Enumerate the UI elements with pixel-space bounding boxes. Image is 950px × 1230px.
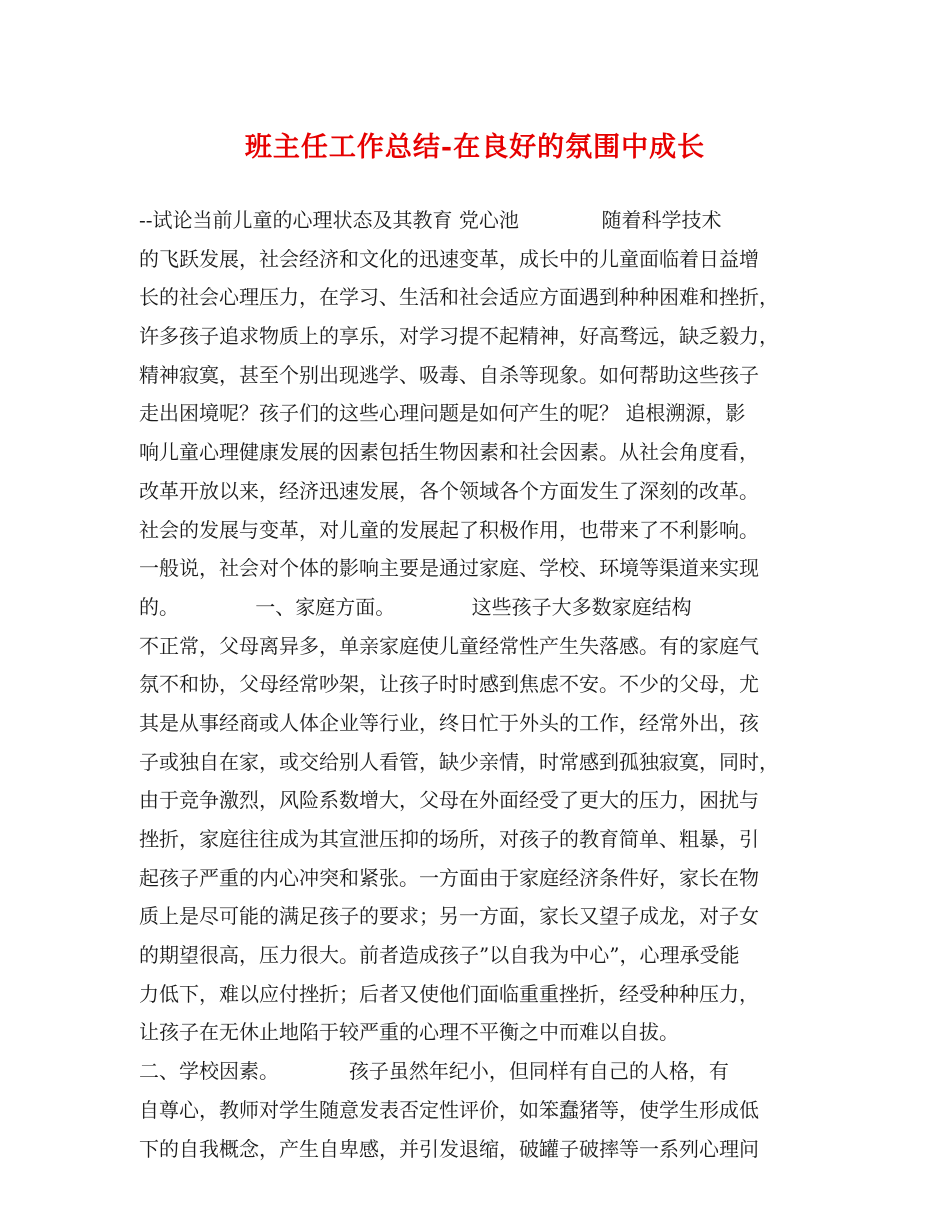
body-line: 不正常，父母离异多，单亲家庭使儿童经常性产生失落感。有的家庭气	[139, 633, 759, 658]
body-line: 社会的发展与变革，对儿童的发展起了积极作用，也带来了不利影响。	[139, 517, 759, 542]
body-line: 响儿童心理健康发展的因素包括生物因素和社会因素。从社会角度看，	[139, 440, 759, 465]
body-line: 许多孩子追求物质上的享乐，对学习提不起精神，好高骛远，缺乏毅力，	[139, 324, 779, 349]
body-line: 二、学校因素。 孩子虽然年纪小，但同样有自己的人格，有	[139, 1059, 729, 1084]
body-line: 的期望很高，压力很大。前者造成孩子”以自我为中心”，心理承受能	[139, 943, 740, 968]
body-line: 力低下，难以应付挫折；后者又使他们面临重重挫折，经受种种压力，	[139, 981, 759, 1006]
body-line: 走出困境呢？孩子们的这些心理问题是如何产生的呢？ 追根溯源，影	[139, 401, 746, 426]
body-line: 质上是尽可能的满足孩子的要求；另一方面，家长又望子成龙，对子女	[139, 904, 759, 929]
body-line: 其是从事经商或人体企业等行业，终日忙于外头的工作，经常外出，孩	[139, 710, 759, 735]
body-line: 的。 一、家庭方面。 这些孩子大多数家庭结构	[139, 594, 692, 619]
body-line: 一般说，社会对个体的影响主要是通过家庭、学校、环境等渠道来实现	[139, 556, 759, 581]
body-line: 氛不和协，父母经常吵架，让孩子时时感到焦虑不安。不少的父母，尤	[139, 672, 759, 697]
body-line: --试论当前儿童的心理状态及其教育 党心池 随着科学技术	[139, 208, 722, 232]
body-line: 子或独自在家，或交给别人看管，缺少亲情，时常感到孤独寂寞，同时，	[139, 749, 779, 774]
body-line: 长的社会心理压力，在学习、生活和社会适应方面遇到种种困难和挫折，	[139, 285, 779, 310]
body-line: 自尊心，教师对学生随意发表否定性评价，如笨蠢猪等，使学生形成低	[139, 1097, 759, 1122]
body-line: 由于竞争激烈，风险系数增大，父母在外面经受了更大的压力，困扰与	[139, 788, 759, 813]
body-line: 改革开放以来，经济迅速发展，各个领域各个方面发生了深刻的改革。	[139, 478, 759, 503]
body-line: 的飞跃发展，社会经济和文化的迅速变革，成长中的儿童面临着日益增	[139, 246, 759, 271]
document-title: 班主任工作总结-在良好的氛围中成长	[244, 132, 706, 163]
body-line: 挫折，家庭往往成为其宣泄压抑的场所，对孩子的教育简单、粗暴，引	[139, 827, 759, 851]
document-body	[139, 201, 829, 1168]
body-line: 下的自我概念，产生自卑感，并引发退缩，破罐子破摔等一系列心理问	[139, 1136, 759, 1161]
body-line: 起孩子严重的内心冲突和紧张。一方面由于家庭经济条件好，家长在物	[139, 865, 759, 890]
body-line: 精神寂寞，甚至个别出现逃学、吸毒、自杀等现象。如何帮助这些孩子	[139, 362, 759, 387]
body-line: 让孩子在无休止地陷于较严重的心理不平衡之中而难以自拔。	[139, 1020, 679, 1045]
